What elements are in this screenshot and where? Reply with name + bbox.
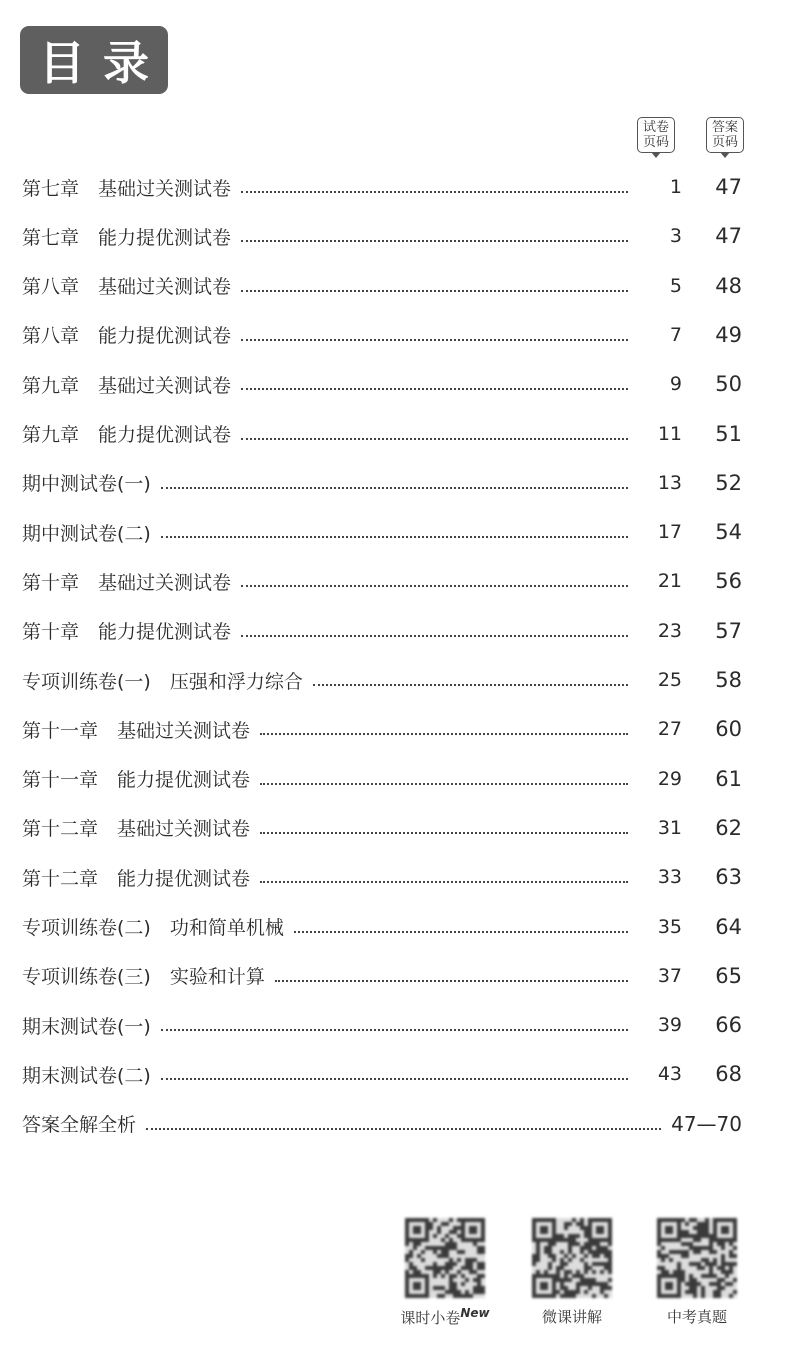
toc-test-page-number: 29 xyxy=(657,767,682,790)
toc-leader-dots xyxy=(241,191,628,193)
toc-answer-range: 47—70 xyxy=(671,1111,742,1136)
qr-code-image xyxy=(405,1218,485,1298)
toc-row[interactable] xyxy=(22,813,742,843)
qr-label-text: 课时小卷 xyxy=(400,1309,461,1327)
toc-row[interactable] xyxy=(22,369,742,399)
toc-entry-title: 第九章 基础过关测试卷 xyxy=(22,374,232,397)
qr-code-image xyxy=(532,1218,612,1298)
toc-entry-title: 第十一章 基础过关测试卷 xyxy=(22,719,251,742)
toc-row[interactable] xyxy=(22,665,742,695)
new-badge: New xyxy=(460,1306,490,1320)
toc-entry-title: 第十一章 能力提优测试卷 xyxy=(22,769,251,792)
toc-answer-page-number: 66 xyxy=(715,1013,742,1038)
toc-entry-title: 专项训练卷(一) 压强和浮力综合 xyxy=(22,670,303,693)
toc-leader-dots xyxy=(275,980,628,982)
toc-leader-dots xyxy=(161,1078,628,1080)
toc-leader-dots xyxy=(260,733,628,735)
test-page-column-header xyxy=(637,117,675,153)
toc-answer-page-number: 60 xyxy=(715,717,742,742)
toc-answer-page-number: 64 xyxy=(715,914,742,939)
toc-row[interactable] xyxy=(22,1010,742,1040)
toc-entry-title: 第八章 能力提优测试卷 xyxy=(22,325,232,348)
toc-answer-page-number: 62 xyxy=(715,815,742,840)
toc-test-page-number: 23 xyxy=(657,619,682,642)
toc-test-page-number: 25 xyxy=(657,669,682,691)
toc-test-page-number: 17 xyxy=(657,521,682,544)
toc-test-page-number: 1 xyxy=(669,176,682,198)
toc-test-page-number: 7 xyxy=(669,323,682,346)
toc-title-box xyxy=(20,26,168,94)
toc-entry-title: 答案全解全析 xyxy=(22,1114,137,1137)
toc-leader-dots xyxy=(294,931,628,933)
toc-row[interactable] xyxy=(22,912,742,942)
toc-row[interactable] xyxy=(22,862,742,892)
toc-row[interactable] xyxy=(22,714,742,744)
toc-leader-dots xyxy=(241,438,628,440)
toc-leader-dots xyxy=(260,832,628,834)
qr-code-image xyxy=(657,1218,737,1298)
answer-page-header-line1: 答案 xyxy=(711,120,738,135)
toc-test-page-number: 35 xyxy=(657,915,682,938)
toc-test-page-number: 31 xyxy=(657,816,682,839)
toc-leader-dots xyxy=(241,388,628,390)
toc-entry-title: 期末测试卷(二) xyxy=(22,1064,151,1087)
toc-row[interactable] xyxy=(22,566,742,596)
toc-row[interactable] xyxy=(22,961,742,991)
toc-answer-page-number: 48 xyxy=(715,273,742,298)
toc-entry-title: 第七章 基础过关测试卷 xyxy=(22,177,232,200)
qr-label-text: 微课讲解 xyxy=(541,1308,602,1326)
toc-answer-page-number: 56 xyxy=(715,569,742,594)
toc-answer-page-number: 61 xyxy=(715,766,742,791)
toc-entry-title: 专项训练卷(三) 实验和计算 xyxy=(22,966,265,989)
toc-row[interactable] xyxy=(22,271,742,301)
toc-row[interactable] xyxy=(22,419,742,449)
toc-leader-dots xyxy=(161,487,628,489)
toc-leader-dots xyxy=(241,240,628,242)
toc-answer-page-number: 51 xyxy=(715,421,742,446)
qr-label-text: 中考真题 xyxy=(666,1308,727,1326)
toc-answer-page-number: 68 xyxy=(715,1062,742,1087)
toc-leader-dots xyxy=(260,783,628,785)
toc-answer-page-number: 65 xyxy=(715,963,742,988)
toc-test-page-number: 37 xyxy=(657,964,682,987)
toc-answer-page-number: 63 xyxy=(715,865,742,890)
test-page-header-line1: 试卷 xyxy=(642,120,669,135)
toc-leader-dots xyxy=(260,881,628,883)
toc-row[interactable] xyxy=(22,468,742,498)
toc-entry-title: 第十二章 能力提优测试卷 xyxy=(22,867,251,890)
toc-test-page-number: 3 xyxy=(669,225,682,248)
toc-answer-page-number: 49 xyxy=(715,322,742,347)
toc-answer-page-number: 52 xyxy=(715,470,742,495)
toc-row[interactable] xyxy=(22,1059,742,1089)
toc-entry-title: 第七章 能力提优测试卷 xyxy=(22,226,232,249)
toc-answer-page-number: 47 xyxy=(715,224,742,249)
toc-test-page-number: 21 xyxy=(657,570,682,593)
toc-test-page-number: 27 xyxy=(657,718,682,741)
toc-leader-dots xyxy=(161,536,628,538)
qr-code-label xyxy=(390,1306,500,1328)
toc-row[interactable] xyxy=(22,616,742,646)
toc-entry-title: 第十章 基础过关测试卷 xyxy=(22,571,232,594)
toc-row[interactable] xyxy=(22,172,742,202)
toc-answer-page-number: 58 xyxy=(715,668,742,692)
toc-entry-title: 期末测试卷(一) xyxy=(22,1015,151,1038)
toc-test-page-number: 9 xyxy=(669,373,682,396)
toc-entry-title: 第十章 能力提优测试卷 xyxy=(22,621,232,644)
answer-page-header-line2: 页码 xyxy=(711,135,738,150)
page-title: 目录 xyxy=(39,36,167,90)
toc-row-answers[interactable] xyxy=(22,1109,742,1139)
toc-row[interactable] xyxy=(22,320,742,350)
toc-entry-title: 第八章 基础过关测试卷 xyxy=(22,276,232,299)
toc-row[interactable] xyxy=(22,764,742,794)
toc-entry-title: 第九章 能力提优测试卷 xyxy=(22,424,232,446)
toc-row[interactable] xyxy=(22,221,742,251)
toc-entry-title: 期中测试卷(二) xyxy=(22,522,151,545)
answer-page-column-header xyxy=(706,117,744,153)
toc-answer-page-number: 57 xyxy=(715,618,742,643)
toc-test-page-number: 39 xyxy=(657,1014,682,1037)
toc-answer-page-number: 50 xyxy=(715,372,742,397)
test-page-header-line2: 页码 xyxy=(642,135,669,150)
toc-leader-dots xyxy=(241,585,628,587)
toc-test-page-number: 43 xyxy=(657,1063,682,1086)
toc-test-page-number: 11 xyxy=(657,422,682,445)
toc-row[interactable] xyxy=(22,517,742,547)
toc-test-page-number: 33 xyxy=(657,866,682,889)
toc-entry-title: 第十二章 基础过关测试卷 xyxy=(22,818,251,841)
toc-answer-page-number: 54 xyxy=(715,520,742,545)
toc-test-page-number: 13 xyxy=(657,471,682,494)
qr-code-label xyxy=(517,1306,627,1327)
toc-entry-title: 期中测试卷(一) xyxy=(22,473,151,496)
toc-leader-dots xyxy=(146,1128,661,1130)
qr-code-label xyxy=(642,1306,752,1327)
toc-leader-dots xyxy=(161,1029,628,1031)
toc-leader-dots xyxy=(241,635,628,637)
toc-test-page-number: 5 xyxy=(669,274,682,297)
toc-answer-page-number: 47 xyxy=(715,175,742,199)
toc-entry-title: 专项训练卷(二) 功和简单机械 xyxy=(22,917,284,939)
toc-leader-dots xyxy=(241,339,628,341)
toc-leader-dots xyxy=(313,684,628,686)
toc-leader-dots xyxy=(241,290,628,292)
